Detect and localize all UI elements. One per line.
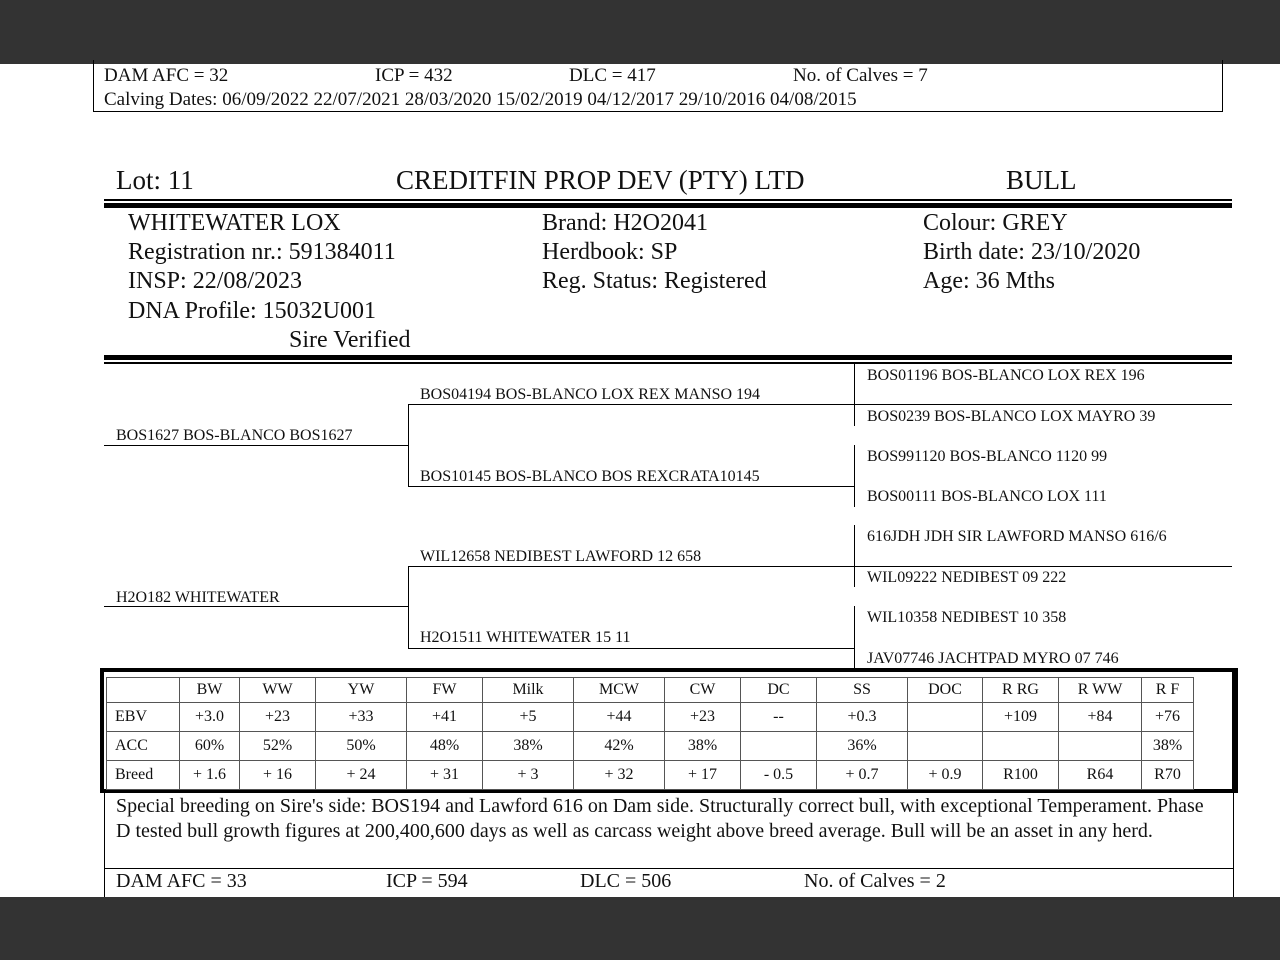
acc-cell [741,732,817,761]
pedigree-sire: BOS1627 BOS-BLANCO BOS1627 [116,427,353,444]
dam-afc: DAM AFC = 33 [116,870,247,892]
bottom-dark-bar [0,897,1280,960]
ebv-header-cell: BW [180,678,240,703]
prev-dlc: DLC = 417 [569,65,656,86]
breeding-comments: Special breeding on Sire's side: BOS194 and Lawford 616 on Dam side. Structurally correct bull, with exceptional Temperament. Phase D tested bull growth figures at 200,400,600 days as well as carcass weight above breed average. Bull will be an asset in any herd. [116,795,1204,842]
prev-dam-afc: DAM AFC = 32 [104,65,229,86]
pedigree-ddd: JAV07746 JACHTPAD MYRO 07 746 [867,650,1119,667]
ebv-cell [908,703,983,732]
acc-cell: 38% [483,732,574,761]
ebv-row [107,703,1194,732]
ebv-row-label: EBV [107,703,180,732]
breed-cell: + 24 [316,761,407,790]
dam-icp: ICP = 594 [386,870,468,892]
ebv-header-cell: CW [665,678,741,703]
birth-date: Birth date: 23/10/2020 [923,239,1141,265]
pedigree-dds: WIL10358 NEDIBEST 10 358 [867,609,1067,626]
acc-cell: 36% [817,732,908,761]
pedigree-sds: BOS991120 BOS-BLANCO 1120 99 [867,448,1108,465]
ebv-header-cell: FW [407,678,483,703]
reg-status: Reg. Status: Registered [542,268,767,294]
breed-cell: + 0.7 [817,761,908,790]
breed-cell: R70 [1142,761,1194,790]
top-dark-bar [0,0,1280,64]
ebv-header-cell: YW [316,678,407,703]
ebv-header-cell: R RG [983,678,1059,703]
prev-icp: ICP = 432 [375,65,453,86]
ebv-cell: +5 [483,703,574,732]
ebv-cell: +23 [240,703,316,732]
acc-cell: 50% [316,732,407,761]
pedigree-dsd: WIL09222 NEDIBEST 09 222 [867,569,1067,586]
acc-cell: 42% [574,732,665,761]
acc-cell [908,732,983,761]
dam-dlc: DLC = 506 [580,870,672,892]
header-rule-thin [104,199,1232,201]
ebv-cell: +41 [407,703,483,732]
animal-name: WHITEWATER LOX [128,210,341,236]
acc-row [107,732,1194,761]
acc-cell: 48% [407,732,483,761]
breed-cell: - 0.5 [741,761,817,790]
ebv-cell: +33 [316,703,407,732]
breed-cell: + 16 [240,761,316,790]
breed-cell: + 3 [483,761,574,790]
acc-cell [1059,732,1142,761]
ebv-header-cell: DC [741,678,817,703]
dam-calves: No. of Calves = 2 [804,870,946,892]
ebv-header-cell: R WW [1059,678,1142,703]
ebv-header-cell: R F [1142,678,1194,703]
pedigree-sire-dam: BOS10145 BOS-BLANCO BOS REXCRATA10145 [420,468,760,485]
dam-separator [104,868,1233,869]
pedigree-dam: H2O182 WHITEWATER [116,589,280,606]
breed-cell: + 31 [407,761,483,790]
pedigree-dam-sire: WIL12658 NEDIBEST LAWFORD 12 658 [420,548,702,565]
breed-cell: + 0.9 [908,761,983,790]
animal-category: BULL [1006,165,1077,195]
pedigree-ssd: BOS0239 BOS-BLANCO LOX MAYRO 39 [867,408,1156,425]
acc-cell: 52% [240,732,316,761]
ebv-header-row [107,678,1194,703]
ebv-cell: +23 [665,703,741,732]
inspection-date: INSP: 22/08/2023 [128,268,303,294]
acc-cell [983,732,1059,761]
acc-cell: 38% [665,732,741,761]
colour: Colour: GREY [923,210,1068,236]
ebv-cell: +44 [574,703,665,732]
pedigree-sss: BOS01196 BOS-BLANCO LOX REX 196 [867,367,1145,384]
pedigree-dss: 616JDH JDH SIR LAWFORD MANSO 616/6 [867,528,1167,545]
registration-number: Registration nr.: 591384011 [128,239,396,265]
prev-calving-dates: Calving Dates: 06/09/2022 22/07/2021 28/03/2020 15/02/2019 04/12/2017 29/10/2016 04/08/2015 [104,89,857,110]
acc-cell: 38% [1142,732,1194,761]
ebv-header-cell [107,678,180,703]
prev-calves: No. of Calves = 7 [793,65,928,86]
ebv-header-cell: SS [817,678,908,703]
ebv-cell: +3.0 [180,703,240,732]
pedigree-sdd: BOS00111 BOS-BLANCO LOX 111 [867,488,1107,505]
breed-cell: + 32 [574,761,665,790]
breed-cell: R100 [983,761,1059,790]
breed-row [107,761,1194,790]
breed-cell: + 1.6 [180,761,240,790]
ebv-cell: +84 [1059,703,1142,732]
ebv-cell: -- [741,703,817,732]
pedigree-dam-dam: H2O1511 WHITEWATER 15 11 [420,629,631,646]
seller-name: CREDITFIN PROP DEV (PTY) LTD [396,165,805,195]
ebv-header-cell: DOC [908,678,983,703]
acc-row-label: ACC [107,732,180,761]
ebv-table [106,677,1194,790]
ebv-cell: +109 [983,703,1059,732]
header-rule-thick [104,203,1232,208]
breed-cell: R64 [1059,761,1142,790]
sire-verified: Sire Verified [289,327,411,353]
ebv-header-cell: MCW [574,678,665,703]
breed-cell: + 17 [665,761,741,790]
pedigree-rule-thick [104,355,1232,360]
pedigree-rule-thin [104,362,1232,364]
lot-number: Lot: 11 [116,165,194,195]
ebv-cell: +76 [1142,703,1194,732]
dna-profile: DNA Profile: 15032U001 [128,298,376,324]
brand: Brand: H2O2041 [542,210,708,236]
pedigree-sire-sire: BOS04194 BOS-BLANCO LOX REX MANSO 194 [420,386,761,403]
ebv-header-cell: Milk [483,678,574,703]
ebv-cell: +0.3 [817,703,908,732]
ebv-header-cell: WW [240,678,316,703]
breed-row-label: Breed [107,761,180,790]
herdbook: Herdbook: SP [542,239,678,265]
acc-cell: 60% [180,732,240,761]
age: Age: 36 Mths [923,268,1055,294]
